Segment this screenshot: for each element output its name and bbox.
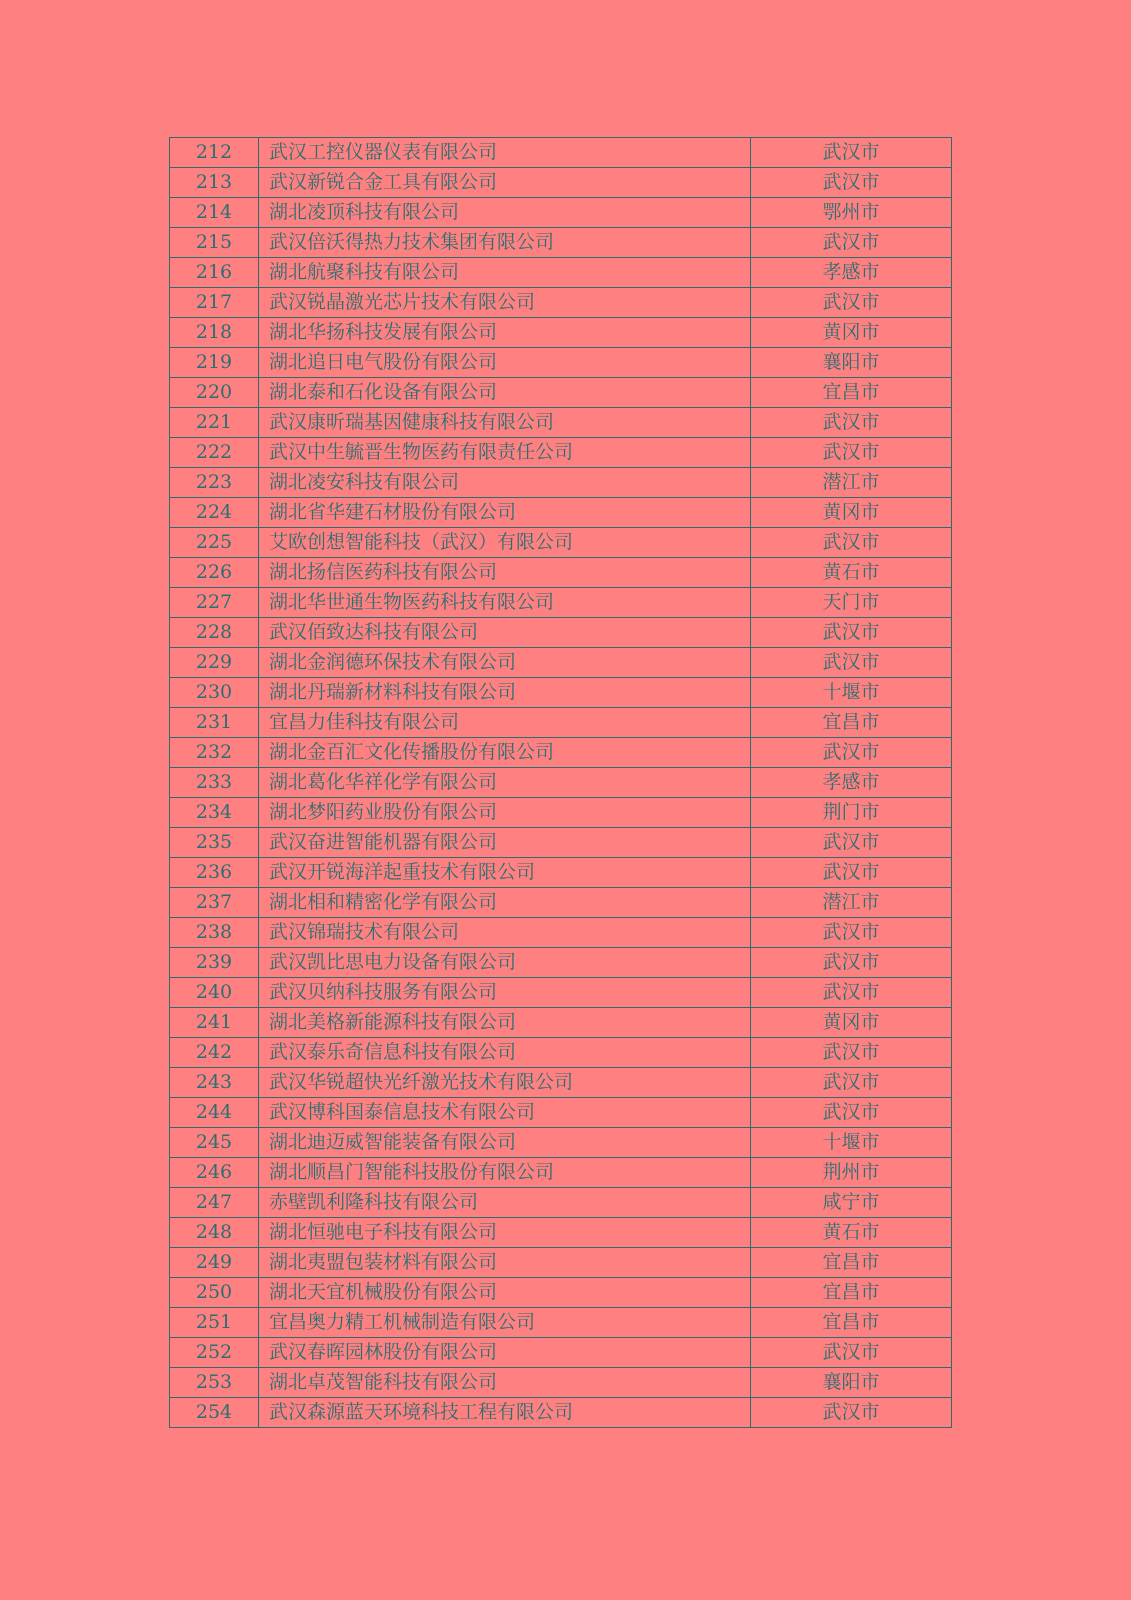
company-name: 湖北卓茂智能科技有限公司 bbox=[259, 1368, 751, 1398]
table-row bbox=[170, 648, 952, 678]
table-row bbox=[170, 618, 952, 648]
city-name: 宜昌市 bbox=[751, 1248, 952, 1278]
table-row bbox=[170, 588, 952, 618]
city-name: 武汉市 bbox=[751, 618, 952, 648]
row-number: 214 bbox=[170, 198, 259, 228]
company-name: 湖北葛化华祥化学有限公司 bbox=[259, 768, 751, 798]
city-name: 襄阳市 bbox=[751, 1368, 952, 1398]
row-number: 235 bbox=[170, 828, 259, 858]
company-name: 赤壁凯利隆科技有限公司 bbox=[259, 1188, 751, 1218]
row-number: 252 bbox=[170, 1338, 259, 1368]
table-row bbox=[170, 1398, 952, 1428]
city-name: 武汉市 bbox=[751, 648, 952, 678]
city-name: 武汉市 bbox=[751, 288, 952, 318]
row-number: 236 bbox=[170, 858, 259, 888]
city-name: 武汉市 bbox=[751, 1338, 952, 1368]
table-row bbox=[170, 288, 952, 318]
company-name: 湖北迪迈威智能装备有限公司 bbox=[259, 1128, 751, 1158]
table-row bbox=[170, 918, 952, 948]
city-name: 黄冈市 bbox=[751, 1008, 952, 1038]
company-name: 宜昌力佳科技有限公司 bbox=[259, 708, 751, 738]
row-number: 253 bbox=[170, 1368, 259, 1398]
row-number: 227 bbox=[170, 588, 259, 618]
table-row bbox=[170, 798, 952, 828]
table-row bbox=[170, 1098, 952, 1128]
row-number: 228 bbox=[170, 618, 259, 648]
row-number: 233 bbox=[170, 768, 259, 798]
row-number: 248 bbox=[170, 1218, 259, 1248]
table-row bbox=[170, 1188, 952, 1218]
company-name: 湖北泰和石化设备有限公司 bbox=[259, 378, 751, 408]
company-name: 湖北天宜机械股份有限公司 bbox=[259, 1278, 751, 1308]
company-name: 武汉锐晶激光芯片技术有限公司 bbox=[259, 288, 751, 318]
row-number: 213 bbox=[170, 168, 259, 198]
city-name: 十堰市 bbox=[751, 1128, 952, 1158]
row-number: 243 bbox=[170, 1068, 259, 1098]
company-name: 武汉工控仪器仪表有限公司 bbox=[259, 138, 751, 168]
city-name: 孝感市 bbox=[751, 258, 952, 288]
city-name: 黄石市 bbox=[751, 1218, 952, 1248]
city-name: 武汉市 bbox=[751, 948, 952, 978]
city-name: 武汉市 bbox=[751, 168, 952, 198]
city-name: 武汉市 bbox=[751, 228, 952, 258]
city-name: 潜江市 bbox=[751, 468, 952, 498]
company-name: 武汉康昕瑞基因健康科技有限公司 bbox=[259, 408, 751, 438]
row-number: 224 bbox=[170, 498, 259, 528]
company-name: 湖北相和精密化学有限公司 bbox=[259, 888, 751, 918]
table-row bbox=[170, 138, 952, 168]
table-row bbox=[170, 558, 952, 588]
row-number: 244 bbox=[170, 1098, 259, 1128]
company-name: 武汉锦瑞技术有限公司 bbox=[259, 918, 751, 948]
table-row bbox=[170, 1038, 952, 1068]
row-number: 230 bbox=[170, 678, 259, 708]
company-name: 武汉贝纳科技服务有限公司 bbox=[259, 978, 751, 1008]
company-name: 武汉开锐海洋起重技术有限公司 bbox=[259, 858, 751, 888]
company-name: 武汉倍沃得热力技术集团有限公司 bbox=[259, 228, 751, 258]
company-name: 武汉凯比思电力设备有限公司 bbox=[259, 948, 751, 978]
city-name: 武汉市 bbox=[751, 528, 952, 558]
row-number: 238 bbox=[170, 918, 259, 948]
table-row bbox=[170, 678, 952, 708]
row-number: 242 bbox=[170, 1038, 259, 1068]
city-name: 宜昌市 bbox=[751, 378, 952, 408]
row-number: 234 bbox=[170, 798, 259, 828]
table-row bbox=[170, 318, 952, 348]
city-name: 宜昌市 bbox=[751, 708, 952, 738]
table-row bbox=[170, 888, 952, 918]
row-number: 229 bbox=[170, 648, 259, 678]
company-name: 武汉森源蓝天环境科技工程有限公司 bbox=[259, 1398, 751, 1428]
table-row bbox=[170, 1338, 952, 1368]
city-name: 孝感市 bbox=[751, 768, 952, 798]
city-name: 武汉市 bbox=[751, 918, 952, 948]
row-number: 218 bbox=[170, 318, 259, 348]
table-row bbox=[170, 1128, 952, 1158]
row-number: 239 bbox=[170, 948, 259, 978]
row-number: 241 bbox=[170, 1008, 259, 1038]
table-row bbox=[170, 258, 952, 288]
table-row bbox=[170, 408, 952, 438]
city-name: 武汉市 bbox=[751, 1038, 952, 1068]
company-name: 武汉中生毓晋生物医药有限责任公司 bbox=[259, 438, 751, 468]
city-name: 潜江市 bbox=[751, 888, 952, 918]
company-name: 湖北顺昌门智能科技股份有限公司 bbox=[259, 1158, 751, 1188]
company-name: 宜昌奥力精工机械制造有限公司 bbox=[259, 1308, 751, 1338]
table-row bbox=[170, 1278, 952, 1308]
city-name: 鄂州市 bbox=[751, 198, 952, 228]
row-number: 237 bbox=[170, 888, 259, 918]
table-row bbox=[170, 1218, 952, 1248]
city-name: 黄冈市 bbox=[751, 498, 952, 528]
city-name: 武汉市 bbox=[751, 138, 952, 168]
row-number: 249 bbox=[170, 1248, 259, 1278]
city-name: 十堰市 bbox=[751, 678, 952, 708]
city-name: 天门市 bbox=[751, 588, 952, 618]
table-row bbox=[170, 858, 952, 888]
city-name: 武汉市 bbox=[751, 438, 952, 468]
company-name: 湖北凌顶科技有限公司 bbox=[259, 198, 751, 228]
row-number: 220 bbox=[170, 378, 259, 408]
table-row bbox=[170, 1368, 952, 1398]
row-number: 251 bbox=[170, 1308, 259, 1338]
row-number: 216 bbox=[170, 258, 259, 288]
table-row bbox=[170, 348, 952, 378]
company-name: 湖北美格新能源科技有限公司 bbox=[259, 1008, 751, 1038]
company-name: 艾欧创想智能科技（武汉）有限公司 bbox=[259, 528, 751, 558]
company-name: 湖北华扬科技发展有限公司 bbox=[259, 318, 751, 348]
company-name: 武汉春晖园林股份有限公司 bbox=[259, 1338, 751, 1368]
row-number: 232 bbox=[170, 738, 259, 768]
city-name: 宜昌市 bbox=[751, 1308, 952, 1338]
company-name: 武汉佰致达科技有限公司 bbox=[259, 618, 751, 648]
table-row bbox=[170, 228, 952, 258]
row-number: 245 bbox=[170, 1128, 259, 1158]
row-number: 254 bbox=[170, 1398, 259, 1428]
table-row bbox=[170, 978, 952, 1008]
city-name: 武汉市 bbox=[751, 1098, 952, 1128]
row-number: 222 bbox=[170, 438, 259, 468]
table-row bbox=[170, 1008, 952, 1038]
company-name: 湖北华世通生物医药科技有限公司 bbox=[259, 588, 751, 618]
row-number: 247 bbox=[170, 1188, 259, 1218]
company-name: 湖北扬信医药科技有限公司 bbox=[259, 558, 751, 588]
city-name: 咸宁市 bbox=[751, 1188, 952, 1218]
company-name: 武汉博科国泰信息技术有限公司 bbox=[259, 1098, 751, 1128]
table-row bbox=[170, 768, 952, 798]
table-row bbox=[170, 528, 952, 558]
company-name: 湖北金百汇文化传播股份有限公司 bbox=[259, 738, 751, 768]
row-number: 215 bbox=[170, 228, 259, 258]
table-row bbox=[170, 1248, 952, 1278]
city-name: 武汉市 bbox=[751, 1398, 952, 1428]
city-name: 荆门市 bbox=[751, 798, 952, 828]
row-number: 221 bbox=[170, 408, 259, 438]
company-name: 湖北梦阳药业股份有限公司 bbox=[259, 798, 751, 828]
city-name: 黄冈市 bbox=[751, 318, 952, 348]
company-name: 武汉华锐超快光纤激光技术有限公司 bbox=[259, 1068, 751, 1098]
city-name: 武汉市 bbox=[751, 1068, 952, 1098]
city-name: 武汉市 bbox=[751, 828, 952, 858]
city-name: 荆州市 bbox=[751, 1158, 952, 1188]
table-row bbox=[170, 498, 952, 528]
table-row bbox=[170, 198, 952, 228]
company-name: 湖北丹瑞新材料科技有限公司 bbox=[259, 678, 751, 708]
company-name: 湖北省华建石材股份有限公司 bbox=[259, 498, 751, 528]
company-name: 湖北航聚科技有限公司 bbox=[259, 258, 751, 288]
city-name: 黄石市 bbox=[751, 558, 952, 588]
row-number: 223 bbox=[170, 468, 259, 498]
company-name: 湖北凌安科技有限公司 bbox=[259, 468, 751, 498]
table-row bbox=[170, 468, 952, 498]
table-row bbox=[170, 708, 952, 738]
city-name: 襄阳市 bbox=[751, 348, 952, 378]
city-name: 武汉市 bbox=[751, 408, 952, 438]
table-row bbox=[170, 1158, 952, 1188]
company-name: 湖北恒驰电子科技有限公司 bbox=[259, 1218, 751, 1248]
city-name: 武汉市 bbox=[751, 738, 952, 768]
city-name: 武汉市 bbox=[751, 858, 952, 888]
table-row bbox=[170, 378, 952, 408]
row-number: 225 bbox=[170, 528, 259, 558]
table-row bbox=[170, 1068, 952, 1098]
city-name: 宜昌市 bbox=[751, 1278, 952, 1308]
row-number: 219 bbox=[170, 348, 259, 378]
table-row bbox=[170, 828, 952, 858]
company-name: 武汉泰乐奇信息科技有限公司 bbox=[259, 1038, 751, 1068]
row-number: 240 bbox=[170, 978, 259, 1008]
table-row bbox=[170, 738, 952, 768]
row-number: 226 bbox=[170, 558, 259, 588]
company-table-body bbox=[170, 138, 952, 1428]
row-number: 250 bbox=[170, 1278, 259, 1308]
table-row bbox=[170, 168, 952, 198]
company-name: 武汉奋进智能机器有限公司 bbox=[259, 828, 751, 858]
company-name: 湖北夷盟包装材料有限公司 bbox=[259, 1248, 751, 1278]
row-number: 246 bbox=[170, 1158, 259, 1188]
city-name: 武汉市 bbox=[751, 978, 952, 1008]
company-name: 湖北追日电气股份有限公司 bbox=[259, 348, 751, 378]
table-row bbox=[170, 438, 952, 468]
company-name: 武汉新锐合金工具有限公司 bbox=[259, 168, 751, 198]
company-name: 湖北金润德环保技术有限公司 bbox=[259, 648, 751, 678]
row-number: 217 bbox=[170, 288, 259, 318]
row-number: 231 bbox=[170, 708, 259, 738]
row-number: 212 bbox=[170, 138, 259, 168]
company-table bbox=[169, 137, 952, 1428]
table-row bbox=[170, 948, 952, 978]
table-row bbox=[170, 1308, 952, 1338]
